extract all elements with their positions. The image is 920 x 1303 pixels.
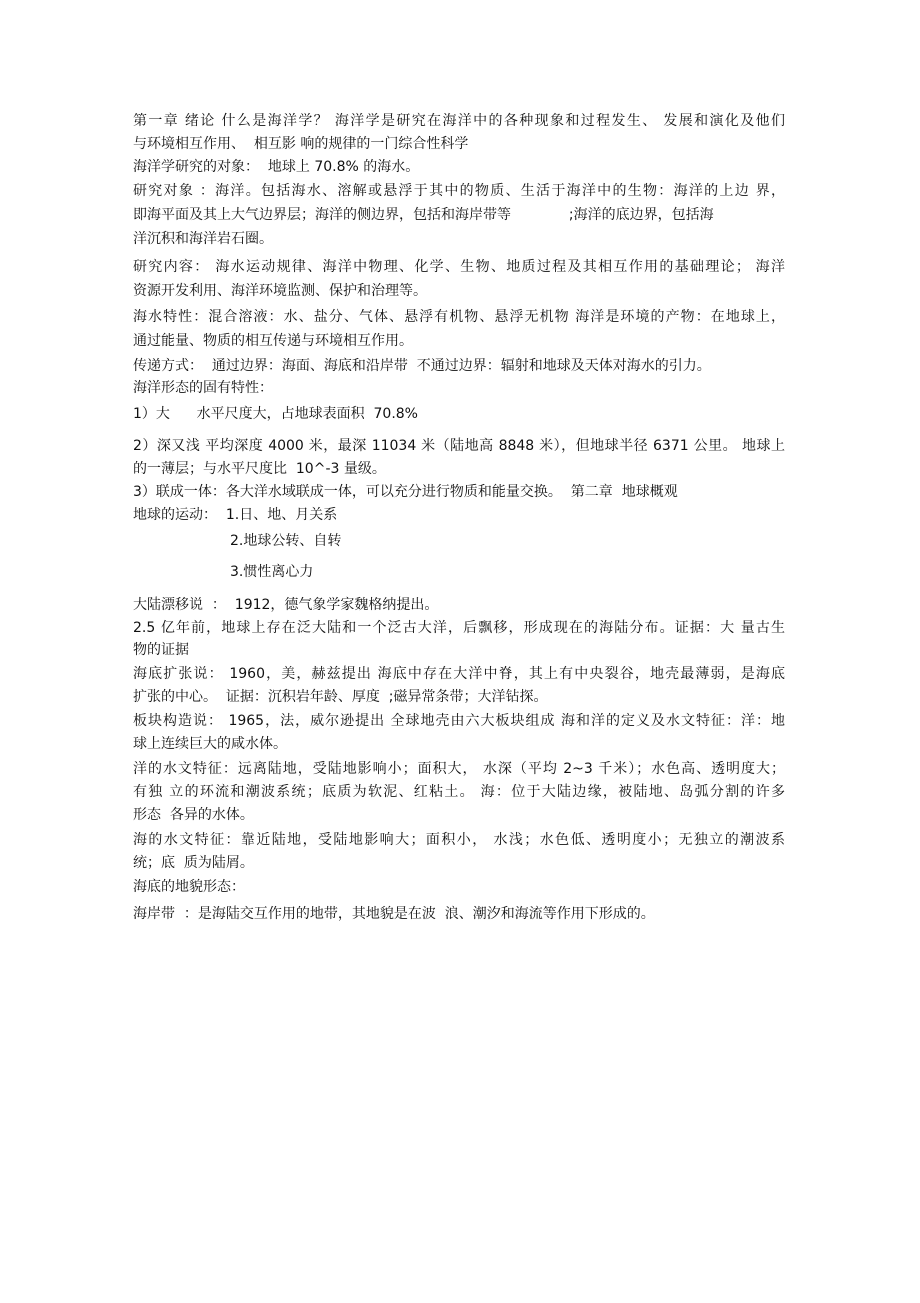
paragraph-line: 大陆漂移说 ： 1912，德气象学家魏格纳提出。 <box>133 597 439 613</box>
list-item: 2.地球公转、自转 <box>230 533 342 549</box>
paragraph-line: 的一薄层；与水平尺度比 10^-3 量级。 <box>133 461 386 477</box>
paragraph-line: 海底扩张说： 1960，美，赫兹提出 海底中存在大洋中脊，其上有中央裂谷，地壳最薄弱，是海底 <box>133 666 785 682</box>
paragraph-line: 2.5 亿年前，地球上存在泛大陆和一个泛古大洋，后飘移，形成现在的海陆分布。证据：大 量古生 <box>133 620 785 636</box>
list-item: 3）联成一体：各大洋水域联成一体，可以充分进行物质和能量交换。 第二章 地球概观 <box>133 484 678 500</box>
paragraph-line: 传递方式： 通过边界：海面、海底和沿岸带 不通过边界：辐射和地球及天体对海水的引力。 <box>133 358 711 374</box>
paragraph-line: 形态 各异的水体。 <box>133 807 254 823</box>
paragraph-line: 海底的地貌形态： <box>133 879 245 895</box>
paragraph-line: 海岸带 ：是海陆交互作用的地带，其地貌是在波 浪、潮汐和海流等作用下形成的。 <box>133 906 655 922</box>
list-item: 2）深又浅 平均深度 4000 米，最深 11034 米（陆地高 8848 米），但地球半径 6371 公里。 地球上 <box>133 438 785 454</box>
paragraph-line: 有独 立的环流和潮波系统；底质为软泥、红粘土。 海：位于大陆边缘，被陆地、岛弧分割的许多 <box>133 784 785 800</box>
paragraph-line: 统；底 质为陆屑。 <box>133 855 254 871</box>
list-item: 1）大 水平尺度大，占地球表面积 70.8% <box>133 406 418 422</box>
list-item: 3.惯性离心力 <box>230 564 314 580</box>
paragraph-line: 海水特性：混合溶液：水、盐分、气体、悬浮有机物、悬浮无机物 海洋是环境的产物：在地球上， <box>133 309 785 325</box>
paragraph-line: 研究内容： 海水运动规律、海洋中物理、化学、生物、地质过程及其相互作用的基础理论； 海洋 <box>133 259 785 275</box>
paragraph-line: 即海平面及其上大气边界层；海洋的侧边界，包括和海岸带等 ;海洋的底边界，包括海 <box>133 207 714 223</box>
paragraph-line: 与环境相互作用、 相互影 响的规律的一门综合性科学 <box>133 136 469 152</box>
paragraph-line: 研究对象 ：海洋。包括海水、溶解或悬浮于其中的物质、生活于海洋中的生物：海洋的上边 界， <box>133 183 785 199</box>
paragraph-line: 海的水文特征：靠近陆地，受陆地影响大；面积小， 水浅；水色低、透明度小；无独立的潮波系 <box>133 832 785 848</box>
paragraph-line: 海洋学研究的对象： 地球上 70.8% 的海水。 <box>133 159 420 175</box>
paragraph-line: 洋沉积和海洋岩石圈。 <box>133 231 273 247</box>
paragraph-line: 扩张的中心。 证据：沉积岩年龄、厚度 ;磁异常条带；大洋钻探。 <box>133 689 548 705</box>
paragraph-line: 洋的水文特征：远离陆地，受陆地影响小；面积大， 水深（平均 2~3 千米）；水色高、透明度大； <box>133 761 785 777</box>
paragraph-line: 地球的运动： 1.日、地、月关系 <box>133 507 338 523</box>
paragraph-line: 海洋形态的固有特性： <box>133 380 273 396</box>
paragraph-line: 第一章 绪论 什么是海洋学？ 海洋学是研究在海洋中的各种现象和过程发生、 发展和演化及他们 <box>133 113 785 129</box>
paragraph-line: 通过能量、物质的相互传递与环境相互作用。 <box>133 333 413 349</box>
paragraph-line: 物的证据 <box>133 642 189 658</box>
paragraph-line: 球上连续巨大的咸水体。 <box>133 736 287 752</box>
paragraph-line: 资源开发利用、海洋环境监测、保护和治理等。 <box>133 283 427 299</box>
paragraph-line: 板块构造说： 1965，法，威尔逊提出 全球地壳由六大板块组成 海和洋的定义及水文特征：洋：地 <box>133 713 785 729</box>
